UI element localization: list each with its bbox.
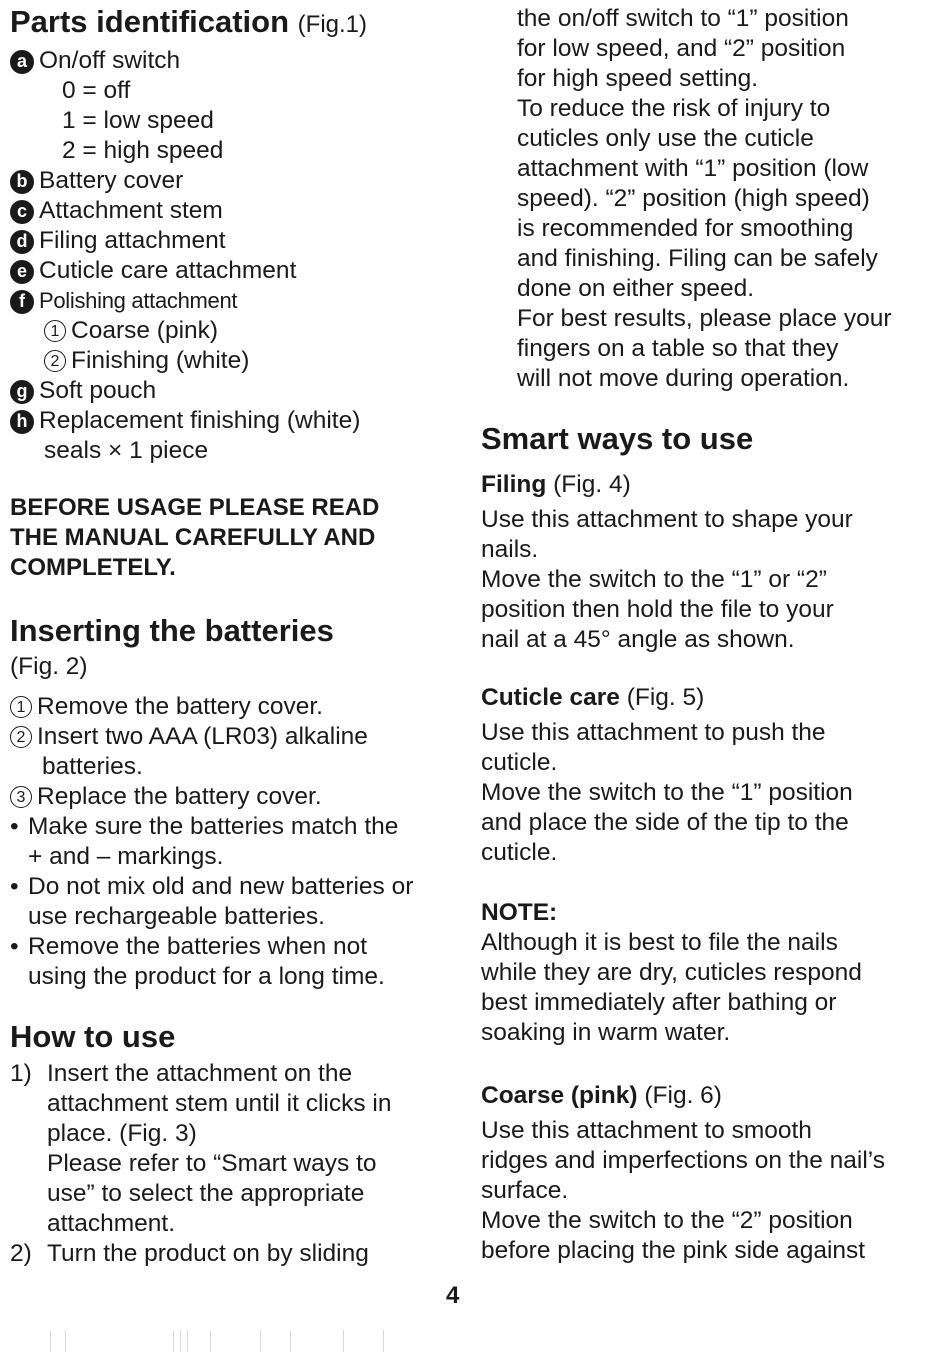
note-heading: NOTE: [481,899,558,926]
parts-item: 2 Finishing (white) [10,346,360,376]
batteries-section [10,612,334,682]
parts-item: 1 Coarse (pink) [10,316,360,346]
list-item: 1) Insert the attachment on the [10,1060,353,1087]
parts-section [10,2,367,45]
letter-badge: a [10,50,34,74]
parts-item: a On/off switch [10,46,360,76]
letter-badge: b [10,170,34,194]
parts-item: seals × 1 piece [44,437,209,464]
print-marks [45,1330,405,1352]
filing-block: Filing (Fig. 4) Use this attachment to shape your nails. Move the switch to the “1” or “2” position then hold the file to your nail at a 45° angle as shown. [481,471,853,653]
batteries-fig-ref: (Fig. 2) [10,653,88,680]
parts-item: c Attachment stem [10,196,360,226]
smart-ways-section [481,420,753,458]
smart-ways-heading: Smart ways to use [481,421,754,456]
coarse-heading: Coarse (pink) (Fig. 6) [481,1082,722,1109]
list-item: • Do not mix old and new batteries or [10,873,414,900]
how-to-use-steps: 1) Insert the attachment on the attachment stem until it clicks in place. (Fig. 3) Please refer to “Smart ways to use” to select the appropriate attachment. 2) Turn the product on by sliding [10,1060,392,1267]
letter-badge: g [10,380,34,404]
parts-item: f Polishing attachment [10,286,360,316]
note-block: NOTE: Although it is best to file the nails while they are dry, cuticles respond best immediately after bathing or soaking in warm water. [481,899,862,1046]
parts-item: b Battery cover [10,166,360,196]
how-to-use-heading: How to use [10,1019,176,1054]
parts-item: d Filing attachment [10,226,360,256]
parts-item: 0 = off [62,77,131,104]
parts-item: g Soft pouch [10,376,360,406]
how-to-use-continued: the on/off switch to “1” position for low speed, and “2” position for high speed setting. To reduce the risk of injury to cuticles only use the cuticle attachment with “1” position (low speed). “2” position (high speed) is recommended for smoothing and finishing. Filing can be safely done on either speed. For best results, please place your fingers on a table so that they will not move during operation. [517,5,892,392]
list-item: 2 Insert two AAA (LR03) alkaline [10,722,413,752]
filing-heading: Filing (Fig. 4) [481,471,631,498]
letter-badge: e [10,260,34,284]
cuticle-block: Cuticle care (Fig. 5) Use this attachment to push the cuticle. Move the switch to the “1” position and place the side of the tip to the cuticle. [481,684,853,866]
parts-heading: Parts identification (Fig.1) [10,4,368,39]
parts-list [10,46,360,466]
batteries-heading: Inserting the batteries [10,613,334,648]
list-item: 2) Turn the product on by sliding [10,1240,369,1267]
parts-item: 2 = high speed [62,137,224,164]
list-item: 1 Remove the battery cover. [10,692,413,722]
circled-number: 1 [44,320,66,342]
letter-badge: f [10,290,34,314]
page-number: 4 [446,1282,460,1309]
letter-badge: d [10,230,34,254]
warning-block: BEFORE USAGE PLEASE READ THE MANUAL CAREFULLY AND COMPLETELY. [10,494,380,581]
circled-number: 2 [44,350,66,372]
list-item: 3 Replace the battery cover. [10,782,413,812]
coarse-block: Coarse (pink) (Fig. 6) Use this attachment to smooth ridges and imperfections on the nail’s surface. Move the switch to the “2” position before placing the pink side against [481,1082,886,1264]
letter-badge: h [10,410,34,434]
parts-item: h Replacement finishing (white) [10,406,360,436]
how-to-use-section [10,1018,175,1056]
list-item: • Remove the batteries when not [10,933,368,960]
batteries-steps: 1 Remove the battery cover. 2 Insert two AAA (LR03) alkaline batteries. 3 Replace the battery cover. • Make sure the batteries match the + and – markings. • Do not mix old and new batteries or use rechargeable batteries. • Remove the batteries when not using the product for a long time. [10,693,414,990]
parts-fig-ref: (Fig.1) [297,11,368,38]
letter-badge: c [10,200,34,224]
parts-item: e Cuticle care attachment [10,256,360,286]
cuticle-heading: Cuticle care (Fig. 5) [481,684,705,711]
list-item: • Make sure the batteries match the [10,813,399,840]
parts-item: 1 = low speed [62,107,214,134]
